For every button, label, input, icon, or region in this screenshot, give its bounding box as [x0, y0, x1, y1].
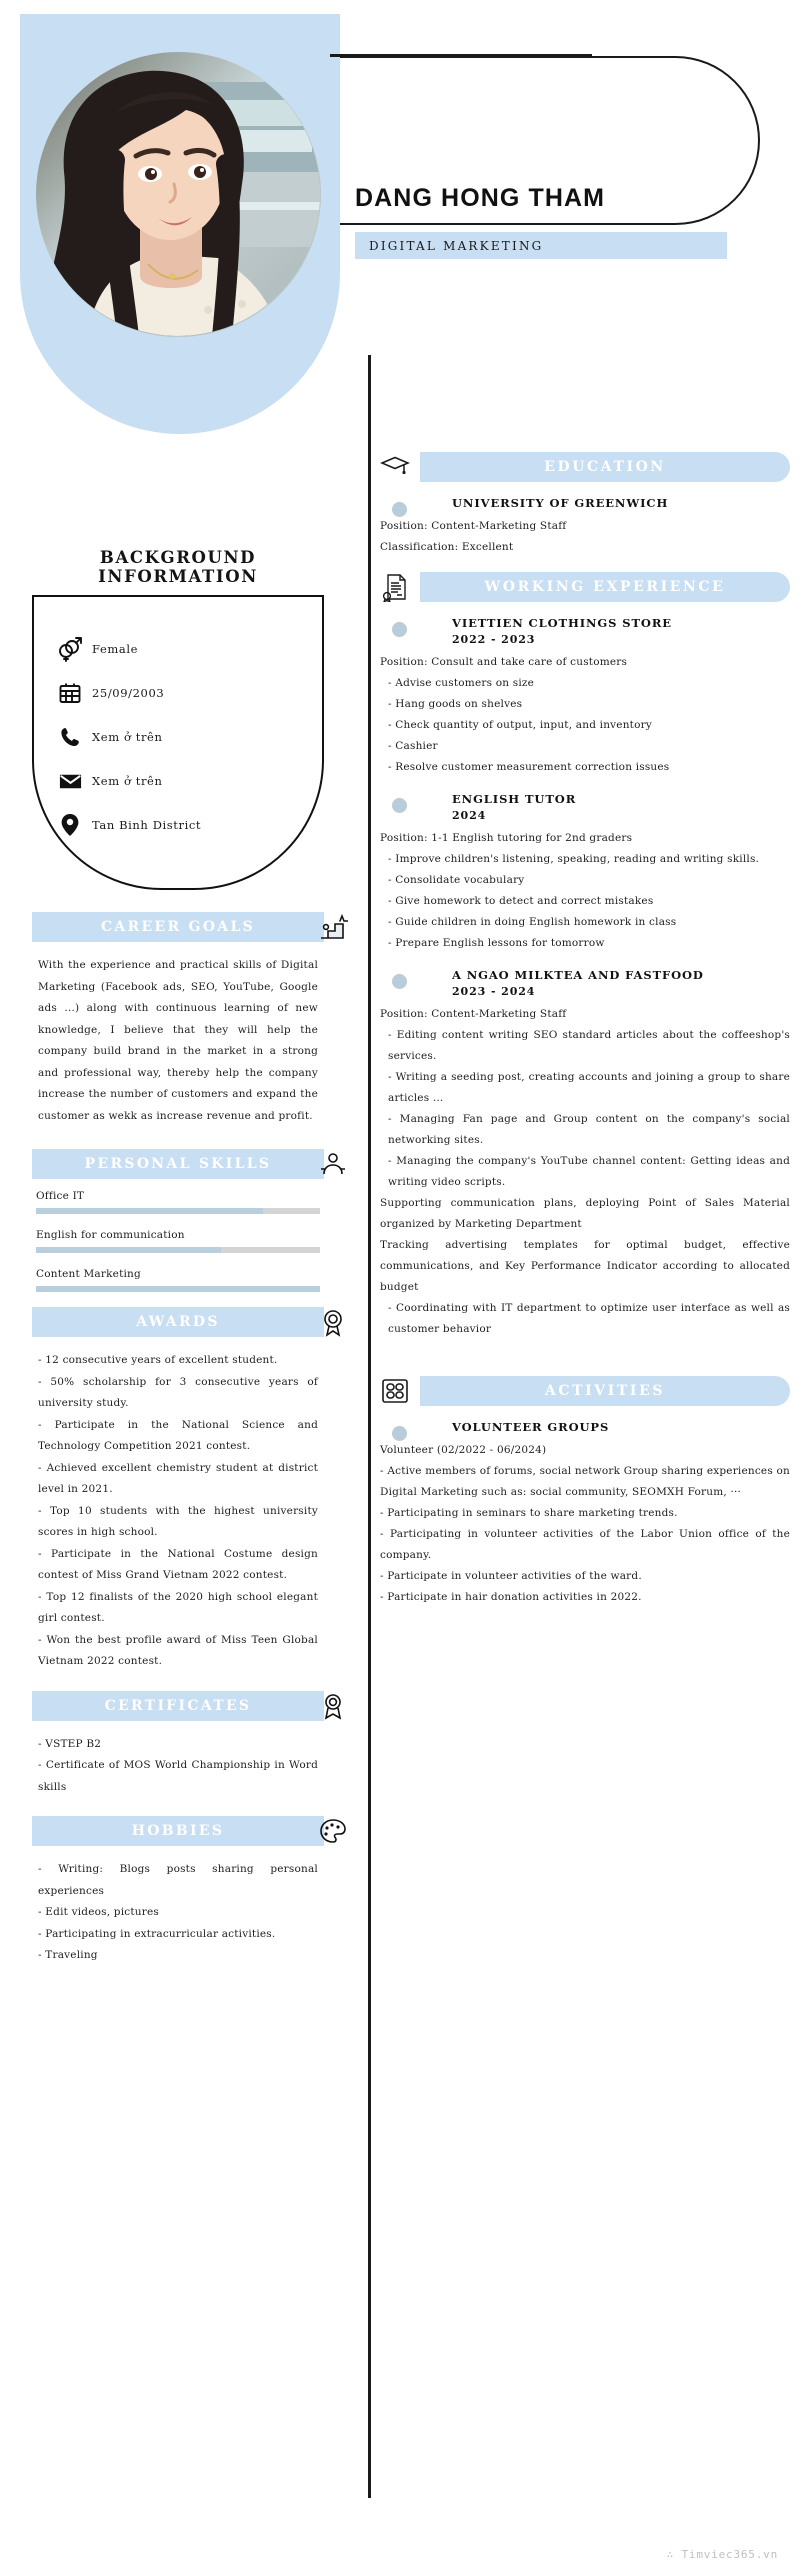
skill-item	[36, 1268, 320, 1292]
entry-line: - Cashier	[388, 740, 438, 752]
entry-line: - Participate in volunteer activities of the ward.	[380, 1570, 642, 1582]
section-education	[380, 452, 790, 558]
section-header-working-experience	[380, 572, 790, 602]
info-row-dob	[56, 671, 322, 715]
section-header-education	[380, 452, 790, 482]
entry-line: - Editing content writing SEO standard articles about the coffeeshop's services.	[388, 1029, 790, 1062]
experience-entry	[380, 954, 790, 1340]
hobby-item: - Participating in extracurricular activities.	[38, 1927, 276, 1940]
document-seal-icon	[378, 570, 412, 604]
hobby-item: - Traveling	[38, 1949, 98, 1962]
skill-bar-track	[36, 1247, 320, 1253]
skill-bar-track	[36, 1208, 320, 1214]
experience-entry	[380, 778, 790, 954]
info-row-phone	[56, 715, 322, 759]
activities-icon	[378, 1374, 412, 1408]
skill-bar-fill	[36, 1286, 320, 1292]
entry-line: - Guide children in doing English homework in class	[388, 916, 677, 928]
calendar-icon	[56, 679, 84, 707]
phone-icon	[56, 723, 84, 751]
career-goals-label: CAREER GOALS	[100, 919, 256, 935]
background-info-title: BACKGROUND INFORMATION	[98, 548, 258, 586]
column-divider	[368, 355, 371, 2498]
skill-name: Content Marketing	[36, 1268, 141, 1281]
certificate-item: - VSTEP B2	[38, 1737, 102, 1750]
section-activities	[380, 1376, 790, 1608]
entry-bullet-dot	[392, 1426, 407, 1441]
info-row-location	[56, 803, 322, 847]
certificates-label: CERTIFICATES	[104, 1697, 252, 1714]
info-value-email: Xem ở trên	[92, 774, 163, 788]
entry-line: - Advise customers on size	[388, 677, 535, 689]
entry-organization: A NGAO MILKTEA AND FASTFOOD	[452, 968, 704, 982]
hobbies-label: HOBBIES	[131, 1823, 225, 1840]
skill-name: English for communication	[36, 1229, 185, 1242]
skill-item	[36, 1229, 320, 1253]
job-title-badge	[355, 232, 727, 259]
entry-line: Classification: Excellent	[380, 541, 514, 553]
section-working-experience	[380, 572, 790, 1340]
entry-line: Volunteer (02/2022 - 06/2024)	[380, 1444, 547, 1456]
entry-line: Position: Consult and take care of customers	[380, 656, 628, 668]
left-column	[18, 548, 338, 1967]
entry-details	[380, 516, 790, 558]
skill-bar-fill	[36, 1247, 221, 1253]
award-item: - Top 12 finalists of the 2020 high school elegant girl contest.	[38, 1590, 318, 1625]
location-icon	[56, 811, 84, 839]
footer-brand: ∴ Timviec365.vn	[666, 2548, 778, 2561]
award-item: - Participate in the National Science and Technology Competition 2021 contest.	[38, 1418, 318, 1453]
info-row-gender	[56, 627, 322, 671]
entry-bullet-dot	[392, 622, 407, 637]
section-header-career-goals	[32, 912, 324, 942]
entry-line: - Give homework to detect and correct mistakes	[388, 895, 654, 907]
entry-date: 2023 - 2024	[452, 985, 536, 998]
skill-bar-track	[36, 1286, 320, 1292]
hobby-item: - Edit videos, pictures	[38, 1906, 159, 1919]
certificate-seal-icon	[316, 1689, 350, 1723]
entry-bullet-dot	[392, 502, 407, 517]
activities-pill	[420, 1376, 790, 1406]
entry-line: Supporting communication plans, deploying Point of Sales Material organized by Marketing Department	[380, 1197, 790, 1230]
awards-list	[38, 1350, 318, 1673]
info-value-location: Tan Binh District	[92, 818, 202, 832]
award-item: - 50% scholarship for 3 consecutive years of university study.	[38, 1375, 318, 1410]
entry-line: - Active members of forums, social network Group sharing experiences on Digital Marketing such as: social community, SEOMXH Forum, ···	[380, 1465, 790, 1498]
graduation-cap-icon	[378, 450, 412, 484]
award-item: - Achieved excellent chemistry student at district level in 2021.	[38, 1461, 318, 1496]
entry-date: 2022 - 2023	[452, 633, 536, 646]
entry-bullet-dot	[392, 974, 407, 989]
entry-line: Position: 1-1 English tutoring for 2nd graders	[380, 832, 633, 844]
entry-line: - Participate in hair donation activities in 2022.	[380, 1591, 642, 1603]
section-header-hobbies	[32, 1816, 324, 1846]
palette-icon	[316, 1814, 350, 1848]
info-value-dob: 25/09/2003	[92, 686, 165, 700]
section-header-personal-skills	[32, 1149, 324, 1179]
certificates-list	[38, 1734, 318, 1799]
award-item: - Won the best profile award of Miss Teen Global Vietnam 2022 contest.	[38, 1633, 318, 1668]
entry-line: - Managing the company's YouTube channel content: Getting ideas and writing video scripts.	[388, 1155, 790, 1188]
skill-bar-fill	[36, 1208, 263, 1214]
section-header-awards	[32, 1307, 324, 1337]
skill-name: Office IT	[36, 1190, 85, 1203]
education-pill	[420, 452, 790, 482]
entry-line: - Coordinating with IT department to optimize user interface as well as customer behavior	[388, 1302, 790, 1335]
skills-list	[36, 1190, 320, 1292]
section-header-activities	[380, 1376, 790, 1406]
entry-line: - Resolve customer measurement correction issues	[388, 761, 670, 773]
award-item: - 12 consecutive years of excellent student.	[38, 1354, 278, 1367]
award-item: - Top 10 students with the highest university scores in high school.	[38, 1504, 318, 1539]
entry-line: - Check quantity of output, input, and inventory	[388, 719, 652, 731]
career-goals-paragraph: With the experience and practical skills of Digital Marketing (Facebook ads, SEO, YouTube, Google ads ...) along with continuous learning of new knowledge, I believe that they will help the company build brand in the market in a strong and professional way, thereby help the company increase the number of customers and expand the customer as wekk as increase revenue and profit.	[38, 959, 318, 1122]
entry-line: - Consolidate vocabulary	[388, 874, 525, 886]
entry-header	[380, 1420, 790, 1434]
award-medal-icon	[316, 1305, 350, 1339]
working-experience-pill	[420, 572, 790, 602]
right-column	[380, 452, 790, 1614]
entry-organization: ENGLISH TUTOR	[452, 792, 577, 806]
education-label: EDUCATION	[544, 459, 666, 475]
experience-entry	[380, 602, 790, 778]
activities-label: ACTIVITIES	[544, 1383, 666, 1399]
entry-details	[380, 828, 790, 954]
entry-line: Position: Content-Marketing Staff	[380, 1008, 567, 1020]
info-value-gender: Female	[92, 642, 139, 656]
email-icon	[56, 767, 84, 795]
hobby-item: - Writing: Blogs posts sharing personal experiences	[38, 1863, 318, 1897]
info-row-email	[56, 759, 322, 803]
career-ladder-icon	[316, 910, 350, 944]
certificate-item: - Certificate of MOS World Championship in Word skills	[38, 1759, 318, 1793]
education-entry	[380, 482, 790, 558]
entry-line: - Improve children's listening, speaking, reading and writing skills.	[388, 853, 760, 865]
background-info-box	[32, 595, 324, 890]
entry-header	[380, 792, 790, 822]
job-title-label: DIGITAL MARKETING	[369, 238, 544, 253]
skill-item	[36, 1190, 320, 1214]
award-item: - Participate in the National Costume design contest of Miss Grand Vietnam 2022 contest.	[38, 1547, 318, 1582]
info-value-phone: Xem ở trên	[92, 730, 163, 744]
entry-line: - Participating in seminars to share marketing trends.	[380, 1507, 678, 1519]
entry-line: Tracking advertising templates for optimal budget, effective communications, and Key Performance Indicator according to allocated budget	[380, 1239, 790, 1293]
entry-organization: VIETTIEN CLOTHINGS STORE	[452, 616, 672, 630]
working-experience-label: WORKING EXPERIENCE	[484, 579, 726, 595]
skills-person-icon	[316, 1147, 350, 1181]
personal-skills-label: PERSONAL SKILLS	[84, 1156, 272, 1173]
entry-organization: VOLUNTEER GROUPS	[452, 1420, 610, 1434]
awards-label: AWARDS	[136, 1314, 220, 1331]
entry-bullet-dot	[392, 798, 407, 813]
entry-line: - Participating in volunteer activities of the Labor Union office of the company.	[380, 1528, 790, 1561]
entry-details	[380, 1440, 790, 1608]
profile-photo	[36, 52, 321, 337]
entry-line: Position: Content-Marketing Staff	[380, 520, 567, 532]
career-goals-text	[38, 955, 318, 1127]
entry-line: - Managing Fan page and Group content on the company's social networking sites.	[388, 1113, 790, 1146]
gender-icon	[56, 635, 84, 663]
entry-line: - Prepare English lessons for tomorrow	[388, 937, 605, 949]
entry-details	[380, 652, 790, 778]
entry-line: - Hang goods on shelves	[388, 698, 523, 710]
entry-header	[380, 496, 790, 510]
page-title: DANG HONG THAM	[355, 184, 606, 212]
entry-line: - Writing a seeding post, creating accounts and joining a group to share articles ...	[388, 1071, 790, 1104]
entry-header	[380, 968, 790, 998]
entry-date: 2024	[452, 809, 487, 822]
hobbies-list	[38, 1859, 318, 1967]
section-header-certificates	[32, 1691, 324, 1721]
entry-organization: UNIVERSITY OF GREENWICH	[452, 496, 669, 510]
entry-details	[380, 1004, 790, 1340]
activity-entry	[380, 1406, 790, 1608]
entry-header	[380, 616, 790, 646]
